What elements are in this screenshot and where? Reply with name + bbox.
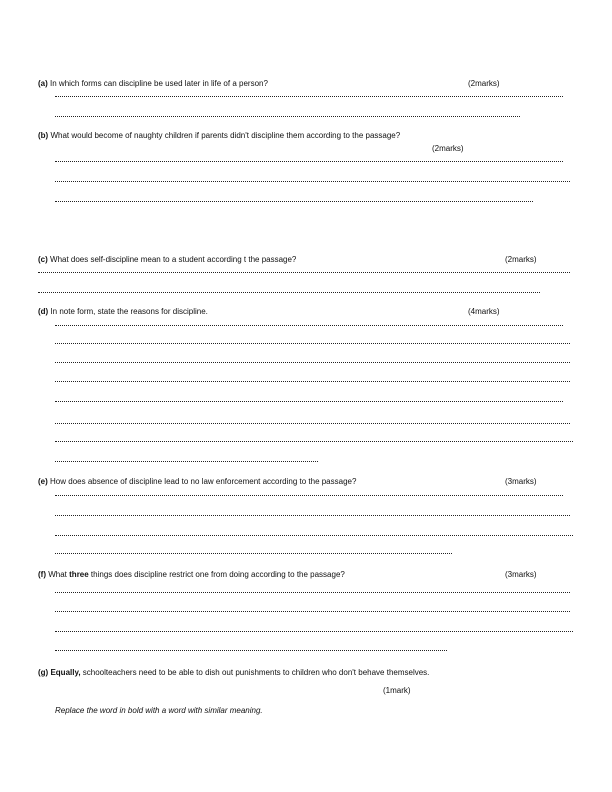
marks-label: (2marks) xyxy=(468,79,500,88)
instruction-text: Replace the word in bold with a word with similar meaning. xyxy=(55,706,263,715)
question-label: (a) xyxy=(38,79,48,88)
question-text: In note form, state the reasons for discipline. xyxy=(50,307,208,316)
question-label: (c) xyxy=(38,255,48,264)
question-label: (b) xyxy=(38,131,49,140)
answer-line[interactable] xyxy=(55,343,570,344)
answer-line[interactable] xyxy=(55,423,570,424)
answer-line[interactable] xyxy=(38,292,540,293)
answer-line[interactable] xyxy=(55,631,573,632)
answer-line[interactable] xyxy=(55,381,570,382)
question-text: How does absence of discipline lead to no law enforcement according to the passage? xyxy=(50,477,357,486)
answer-line[interactable] xyxy=(55,515,570,516)
answer-line[interactable] xyxy=(55,650,447,651)
question-text: What xyxy=(48,570,70,579)
answer-line[interactable] xyxy=(55,535,573,536)
question-e xyxy=(38,477,356,487)
question-label: (d) xyxy=(38,307,49,316)
marks-label: (3marks) xyxy=(505,570,537,579)
answer-line[interactable] xyxy=(55,461,318,462)
question-text: things does discipline restrict one from doing according to the passage? xyxy=(88,570,345,579)
answer-line[interactable] xyxy=(55,116,520,117)
question-c xyxy=(38,255,296,265)
question-bold-word: three xyxy=(69,570,89,579)
question-text: What would become of naughty children if parents didn't discipline them according to the passage? xyxy=(50,131,401,140)
question-label: (e) xyxy=(38,477,48,486)
question-f xyxy=(38,570,345,580)
answer-line[interactable] xyxy=(55,401,563,402)
question-d xyxy=(38,307,208,317)
question-a xyxy=(38,79,268,89)
question-text: What does self-discipline mean to a student according t the passage? xyxy=(50,255,297,264)
question-text: In which forms can discipline be used later in life of a person? xyxy=(50,79,268,88)
answer-line[interactable] xyxy=(55,611,570,612)
answer-line[interactable] xyxy=(55,201,533,202)
question-label: (g) xyxy=(38,668,49,677)
answer-line[interactable] xyxy=(55,441,573,442)
answer-line[interactable] xyxy=(55,181,570,182)
answer-line[interactable] xyxy=(55,96,563,97)
answer-line[interactable] xyxy=(55,553,452,554)
question-g xyxy=(38,668,429,678)
marks-label: (2marks) xyxy=(432,144,464,153)
marks-label: (4marks) xyxy=(468,307,500,316)
marks-label: (2marks) xyxy=(505,255,537,264)
answer-line[interactable] xyxy=(55,495,563,496)
question-b xyxy=(38,131,400,141)
answer-line[interactable] xyxy=(38,272,570,273)
marks-label: (3marks) xyxy=(505,477,537,486)
question-bold-word: Equally, xyxy=(50,668,81,677)
answer-line[interactable] xyxy=(55,592,570,593)
question-label: (f) xyxy=(38,570,46,579)
answer-line[interactable] xyxy=(55,362,570,363)
answer-line[interactable] xyxy=(55,161,563,162)
question-text: schoolteachers need to be able to dish out punishments to children who don't behave themselves. xyxy=(80,668,430,677)
answer-line[interactable] xyxy=(55,325,563,326)
marks-label: (1mark) xyxy=(383,686,411,695)
